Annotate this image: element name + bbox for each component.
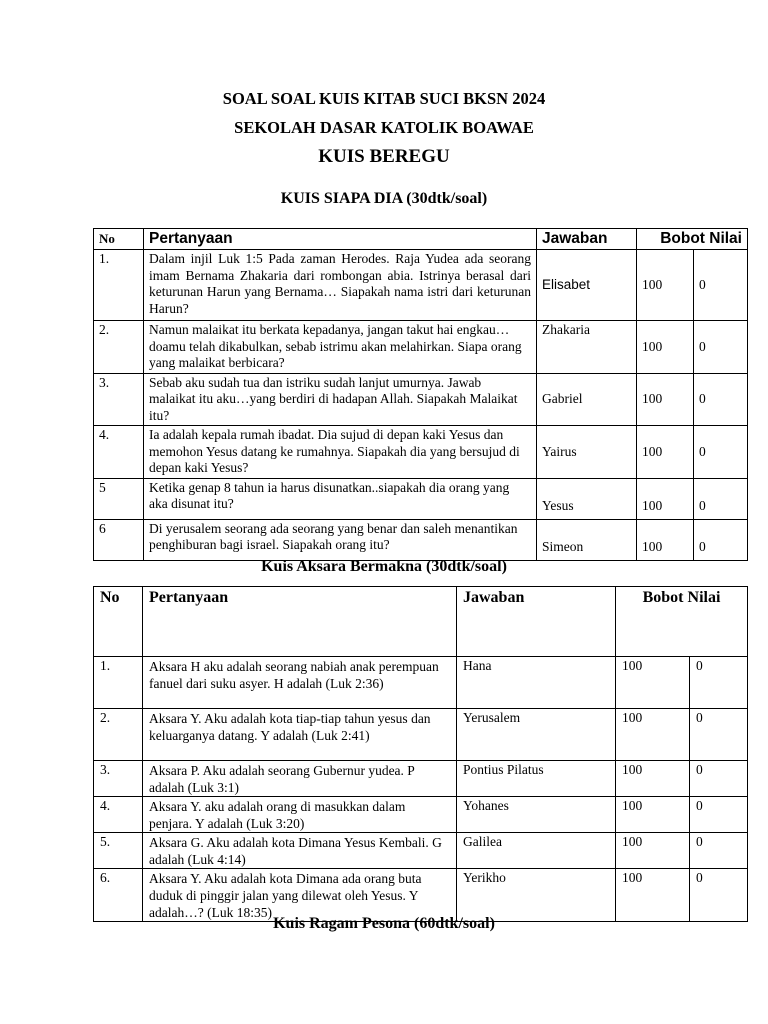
row-number: 6 — [94, 519, 144, 560]
table-row — [94, 761, 748, 797]
score-wrong: 0 — [694, 321, 748, 374]
score-correct: 100 — [637, 250, 694, 321]
answer-text: Elisabet — [537, 250, 637, 321]
score-wrong: 0 — [694, 373, 748, 426]
score-wrong: 0 — [694, 426, 748, 479]
table-row — [94, 373, 748, 426]
question-text: Ia adalah kepala rumah ibadat. Dia sujud di depan kaki Yesus dan memohon Yesus datang ke rumahnya. Siapakah dia yang bersujud di depan kaki Yesus? — [144, 426, 537, 479]
score-correct: 100 — [616, 657, 690, 709]
score-wrong: 0 — [690, 833, 748, 869]
col-header-question: Pertanyaan — [144, 229, 537, 250]
question-text: Aksara Y. aku adalah orang di masukkan dalam penjara. Y adalah (Luk 3:20) — [143, 797, 457, 833]
quiz-group-title: KUIS BEREGU — [318, 146, 450, 167]
score-correct: 100 — [616, 797, 690, 833]
table-row — [94, 797, 748, 833]
col-header-no: No — [94, 229, 144, 250]
question-text: Aksara P. Aku adalah seorang Gubernur yudea. P adalah (Luk 3:1) — [143, 761, 457, 797]
answer-text: Zhakaria — [537, 321, 637, 374]
question-text: Dalam injil Luk 1:5 Pada zaman Herodes. Raja Yudea ada seorang imam Bernama Zhakaria dari rombongan abia. Istrinya berasal dari keturunan Harun yang Bernama… Siapakah nama istri dari keturunan Harun? — [144, 250, 537, 321]
question-text: Aksara Y. Aku adalah kota tiap-tiap tahun yesus dan keluarganya datang. Y adalah (Luk 2:41) — [143, 709, 457, 761]
section1-title: KUIS SIAPA DIA (30dtk/soal) — [280, 190, 488, 207]
row-number: 2. — [94, 709, 143, 761]
row-number: 5 — [94, 478, 144, 519]
row-number: 4. — [94, 797, 143, 833]
score-wrong: 0 — [690, 657, 748, 709]
col-header-score: Bobot Nilai — [616, 587, 748, 657]
answer-text: Yesus — [537, 478, 637, 519]
aksara-bermakna-table — [93, 586, 748, 922]
row-number: 3. — [94, 373, 144, 426]
col-header-no: No — [94, 587, 143, 657]
table-row — [94, 321, 748, 374]
school-name: SEKOLAH DASAR KATOLIK BOAWAE — [234, 118, 534, 137]
score-wrong: 0 — [694, 250, 748, 321]
col-header-answer: Jawaban — [537, 229, 637, 250]
answer-text: Galilea — [457, 833, 616, 869]
section3-title: Kuis Ragam Pesona (60dtk/soal) — [273, 915, 495, 932]
question-text: Aksara G. Aku adalah kota Dimana Yesus Kembali. G adalah (Luk 4:14) — [143, 833, 457, 869]
question-text: Aksara Y. Aku adalah kota Dimana ada orang buta duduk di pinggir jalan yang dilewat oleh Yesus. Y adalah…? (Luk 18:35) — [143, 869, 457, 922]
row-number: 1. — [94, 657, 143, 709]
score-correct: 100 — [616, 709, 690, 761]
answer-text: Yohanes — [457, 797, 616, 833]
score-wrong: 0 — [690, 761, 748, 797]
document-title: SOAL SOAL KUIS KITAB SUCI BKSN 2024 — [222, 89, 546, 108]
row-number: 2. — [94, 321, 144, 374]
col-header-question: Pertanyaan — [143, 587, 457, 657]
score-correct: 100 — [616, 833, 690, 869]
siapa-dia-table — [93, 228, 748, 561]
score-wrong: 0 — [690, 869, 748, 922]
col-header-score: Bobot Nilai — [637, 229, 748, 250]
answer-text: Yairus — [537, 426, 637, 479]
answer-text: Pontius Pilatus — [457, 761, 616, 797]
question-text: Namun malaikat itu berkata kepadanya, jangan takut hai engkau…doamu telah dikabulkan, sebab istrimu akan melahirkan. Siapa orang yang malaikat berbicara? — [144, 321, 537, 374]
row-number: 6. — [94, 869, 143, 922]
question-text: Aksara H aku adalah seorang nabiah anak perempuan fanuel dari suku asyer. H adalah (Luk 2:36) — [143, 657, 457, 709]
score-correct: 100 — [637, 321, 694, 374]
table-row — [94, 709, 748, 761]
score-correct: 100 — [616, 761, 690, 797]
row-number: 5. — [94, 833, 143, 869]
table-header-row — [94, 587, 748, 657]
table-row — [94, 869, 748, 922]
score-wrong: 0 — [690, 709, 748, 761]
table-row — [94, 657, 748, 709]
question-text: Ketika genap 8 tahun ia harus disunatkan..siapakah dia orang yang aka disunat itu? — [144, 478, 537, 519]
table-row — [94, 250, 748, 321]
question-text: Sebab aku sudah tua dan istriku sudah lanjut umurnya. Jawab malaikat itu aku…yang berdiri di hadapan Allah. Siapakah Malaikat itu? — [144, 373, 537, 426]
answer-text: Simeon — [537, 519, 637, 560]
answer-text: Gabriel — [537, 373, 637, 426]
score-correct: 100 — [616, 869, 690, 922]
col-header-answer: Jawaban — [457, 587, 616, 657]
section2-title: Kuis Aksara Bermakna (30dtk/soal) — [261, 558, 507, 575]
table-row — [94, 519, 748, 560]
table-row — [94, 478, 748, 519]
table-row — [94, 833, 748, 869]
table-row — [94, 426, 748, 479]
row-number: 1. — [94, 250, 144, 321]
score-correct: 100 — [637, 478, 694, 519]
answer-text: Yerikho — [457, 869, 616, 922]
table-header-row — [94, 229, 748, 250]
score-wrong: 0 — [690, 797, 748, 833]
score-wrong: 0 — [694, 478, 748, 519]
row-number: 3. — [94, 761, 143, 797]
answer-text: Yerusalem — [457, 709, 616, 761]
score-correct: 100 — [637, 426, 694, 479]
score-wrong: 0 — [694, 519, 748, 560]
score-correct: 100 — [637, 519, 694, 560]
row-number: 4. — [94, 426, 144, 479]
question-text: Di yerusalem seorang ada seorang yang benar dan saleh menantikan penghiburan bagi israel. Siapakah orang itu? — [144, 519, 537, 560]
score-correct: 100 — [637, 373, 694, 426]
answer-text: Hana — [457, 657, 616, 709]
